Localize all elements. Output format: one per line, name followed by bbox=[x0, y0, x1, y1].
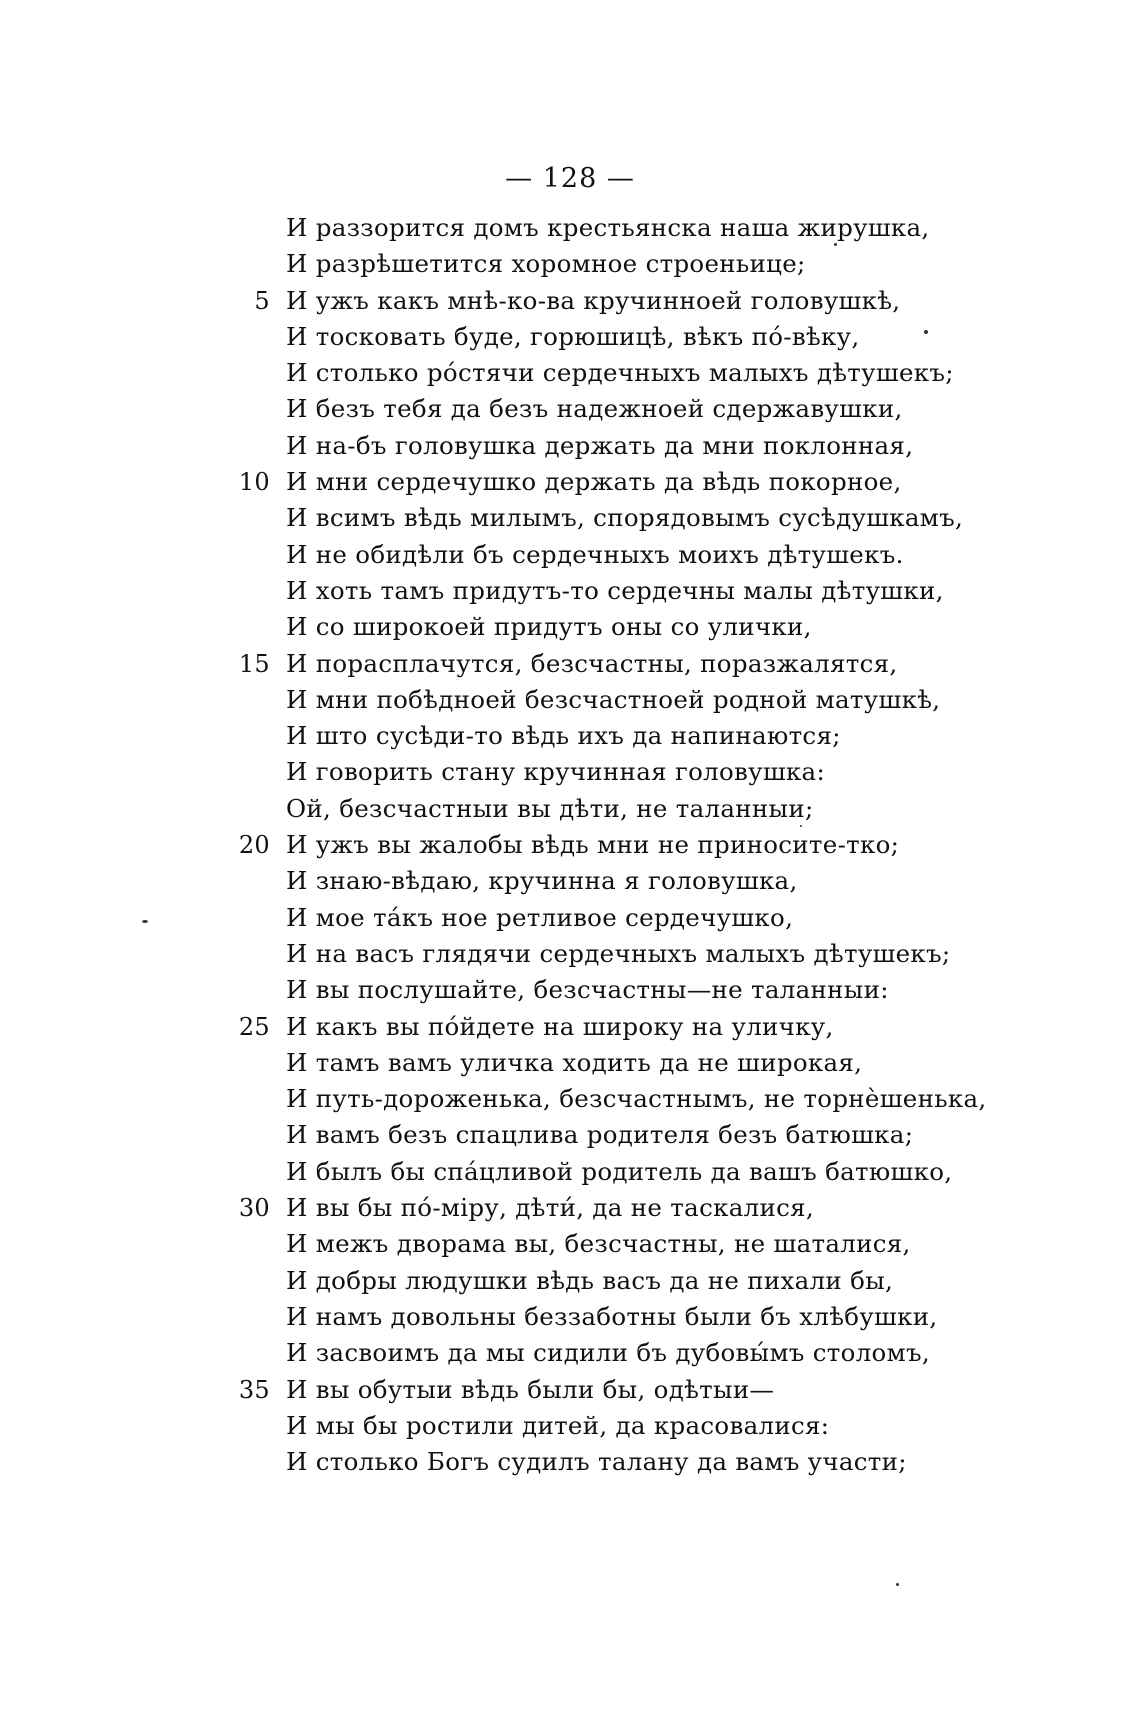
verse-text: И мы бы ростили дитей, да красовалися: bbox=[286, 1410, 830, 1440]
verse-line bbox=[230, 1081, 987, 1117]
verse-text: И говорить стану кручинная головушка: bbox=[286, 757, 825, 787]
verse-line bbox=[230, 1335, 970, 1371]
verse-line bbox=[230, 319, 970, 355]
verse-line bbox=[230, 500, 970, 536]
verse-text: И ужъ какъ мнѣ-ко-ва кручинноей головушкѣ, bbox=[286, 285, 901, 315]
verse-line bbox=[230, 1408, 970, 1444]
verse-line bbox=[230, 609, 970, 645]
verse-text: Ой, безсчастныи вы дѣти, не таланныи; bbox=[286, 793, 814, 823]
scan-speck bbox=[924, 330, 928, 334]
verse-text: И какъ вы по́йдете на широку на уличку, bbox=[286, 1011, 834, 1041]
verse-text: И знаю-вѣдаю, кручинна я головушка, bbox=[286, 866, 798, 896]
verse-text: И былъ бы спа́цливой родитель да вашъ батюшко, bbox=[286, 1156, 953, 1186]
verse-line bbox=[230, 791, 970, 827]
verse-line bbox=[230, 1444, 970, 1480]
verse-line bbox=[230, 283, 970, 319]
verse-text: И хоть тамъ придутъ-то сердечны малы дѣтушки, bbox=[286, 575, 944, 605]
verse-text: И тосковать буде, горюшицѣ, вѣкъ по́-вѣку, bbox=[286, 321, 860, 351]
verse-text: И мни сердечушко держать да вѣдь покорное, bbox=[286, 467, 902, 497]
verse-text: И мое та́къ ное ретливое сердечушко, bbox=[286, 902, 794, 932]
verse-line bbox=[230, 900, 970, 936]
verse-text: И не обидѣли бъ сердечныхъ моихъ дѣтушекъ. bbox=[286, 539, 904, 569]
verse-text: И безъ тебя да безъ надежноей сдержавушки, bbox=[286, 394, 903, 424]
line-number: 35 bbox=[238, 1375, 270, 1404]
scan-speck bbox=[142, 920, 148, 923]
verse-line bbox=[230, 428, 970, 464]
verse-line bbox=[230, 573, 970, 609]
verse-text: И засвоимъ да мы сидили бъ дубовы́мъ столомъ, bbox=[286, 1338, 930, 1368]
verse-text: И мни побѣдноей безсчастноей родной матушкѣ, bbox=[286, 684, 941, 714]
verse-text: И добры людушки вѣдь васъ да не пихали бы, bbox=[286, 1265, 894, 1295]
verse-line bbox=[230, 1263, 970, 1299]
line-number: 20 bbox=[238, 831, 270, 860]
verse-line bbox=[230, 355, 970, 391]
verse-line bbox=[230, 936, 970, 972]
scan-speck bbox=[800, 825, 802, 827]
verse-line bbox=[230, 1372, 970, 1408]
verse-text: И намъ довольны беззаботны были бъ хлѣбушки, bbox=[286, 1301, 938, 1331]
verse-line bbox=[230, 1117, 970, 1153]
verse-line bbox=[230, 1154, 970, 1190]
verse-line bbox=[230, 646, 970, 682]
verse-line bbox=[230, 682, 970, 718]
scan-speck bbox=[834, 243, 837, 246]
verse-line bbox=[230, 210, 970, 246]
verse-text: И путь-дороженька, безсчастнымъ, не торнѐшенька, bbox=[286, 1084, 987, 1114]
poem-text bbox=[230, 210, 987, 1480]
verse-line bbox=[230, 1190, 970, 1226]
verse-text: И раззорится домъ крестьянска наша жирушка, bbox=[286, 213, 930, 242]
verse-line bbox=[230, 1226, 970, 1262]
verse-line bbox=[230, 718, 970, 754]
verse-text: И межъ дворама вы, безсчастны, не шаталися, bbox=[286, 1229, 911, 1259]
verse-text: И всимъ вѣдь милымъ, спорядовымъ сусѣдушкамъ, bbox=[286, 503, 964, 533]
verse-text: И на васъ глядячи сердечныхъ малыхъ дѣтушекъ; bbox=[286, 938, 951, 968]
verse-line bbox=[230, 863, 970, 899]
line-number: 10 bbox=[238, 468, 270, 497]
verse-line bbox=[230, 1299, 970, 1335]
verse-line bbox=[230, 1009, 970, 1045]
verse-line bbox=[230, 754, 970, 790]
verse-text: И столько Богъ судилъ талану да вамъ участи; bbox=[286, 1447, 907, 1477]
verse-text: И столько ро́стячи сердечныхъ малыхъ дѣтушекъ; bbox=[286, 358, 954, 388]
page-number: — 128 — bbox=[505, 163, 635, 194]
verse-text: И порасплачутся, безсчастны, поразжалятся, bbox=[286, 648, 898, 678]
verse-text: И вы бы по́-міру, дѣти́, да не таскалися, bbox=[286, 1193, 814, 1223]
verse-text: И тамъ вамъ уличка ходить да не широкая, bbox=[286, 1047, 863, 1077]
line-number: 30 bbox=[238, 1194, 270, 1223]
verse-text: И ужъ вы жалобы вѣдь мни не приносите-тко; bbox=[286, 830, 900, 860]
line-number: 5 bbox=[254, 286, 270, 315]
verse-line bbox=[230, 391, 970, 427]
verse-text: И што сусѣди-то вѣдь ихъ да напинаются; bbox=[286, 721, 841, 751]
verse-text: И со широкоей придутъ оны со улички, bbox=[286, 612, 812, 642]
line-number: 15 bbox=[238, 649, 270, 678]
verse-text: И разрѣшетится хоромное строеньице; bbox=[286, 249, 806, 279]
verse-line bbox=[230, 827, 970, 863]
verse-line bbox=[230, 464, 970, 500]
verse-text: И на-бъ головушка держать да мни поклонная, bbox=[286, 430, 914, 460]
verse-text: И вы обутыи вѣдь были бы, одѣтыи— bbox=[286, 1374, 775, 1404]
verse-line bbox=[230, 972, 970, 1008]
line-number: 25 bbox=[238, 1012, 270, 1041]
verse-line bbox=[230, 537, 970, 573]
verse-text: И вамъ безъ спацлива родителя безъ батюшка; bbox=[286, 1120, 914, 1150]
verse-line bbox=[230, 1045, 970, 1081]
verse-text: И вы послушайте, безсчастны—не таланныи: bbox=[286, 975, 889, 1005]
scan-speck bbox=[896, 1583, 899, 1586]
verse-line bbox=[230, 246, 970, 282]
